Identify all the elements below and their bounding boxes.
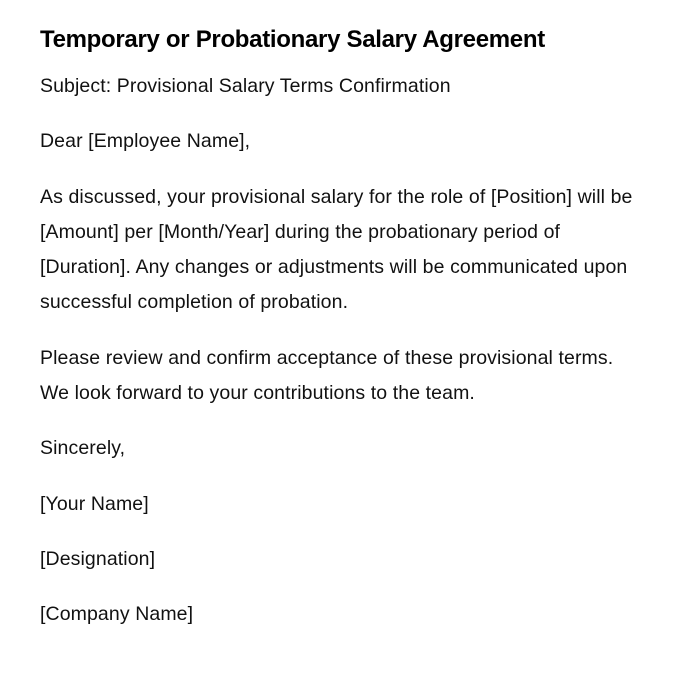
body-paragraph-confirmation: Please review and confirm acceptance of these provisional terms. We look forward to your contributions to the team. <box>40 346 614 405</box>
signature-name: [Your Name] <box>40 492 149 515</box>
signature-company: [Company Name] <box>40 603 194 626</box>
salutation: Dear [Employee Name], <box>40 130 251 153</box>
letter-document <box>40 22 640 653</box>
signature-designation: [Designation] <box>40 547 156 570</box>
document-title: Temporary or Probationary Salary Agreement <box>40 26 545 53</box>
body-paragraph-salary-terms: As discussed, your provisional salary for the role of [Position] will be [Amount] per [Month/Year] during the probationary period of [Duration]. Any changes or adjustments will be communicated upon successful completion of probation. <box>40 185 633 314</box>
subject-line: Subject: Provisional Salary Terms Confirmation <box>40 75 451 97</box>
closing: Sincerely, <box>40 437 126 460</box>
